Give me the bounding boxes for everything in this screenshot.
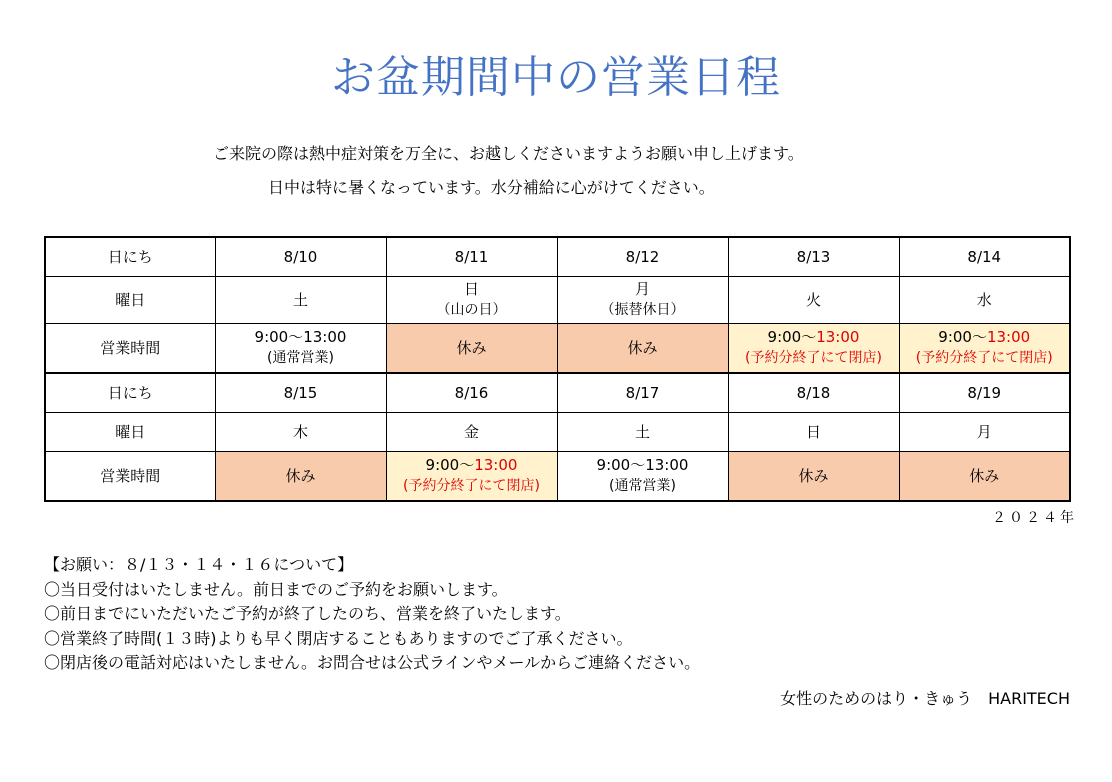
notice-item: 〇当日受付はいたしません。前日までのご予約をお願いします。 — [44, 579, 508, 599]
date-cell: 8/10 — [215, 237, 386, 277]
hours-time: 9:00～13:00 — [596, 456, 689, 474]
hours-cell-reserve — [386, 452, 557, 502]
hours-cell-reserve — [728, 324, 899, 374]
week2-weekday-row — [45, 413, 1070, 452]
date-cell: 8/11 — [386, 237, 557, 277]
weekday-cell — [728, 277, 899, 324]
weekday-label: 曜日 — [45, 413, 215, 452]
hours-label: 営業時間 — [45, 324, 215, 374]
hours-end: 13:00 — [816, 328, 860, 346]
date-cell: 8/15 — [215, 373, 386, 413]
weekday-label: 曜日 — [45, 277, 215, 324]
schedule-table — [44, 236, 1071, 502]
weekday: 日 — [463, 280, 479, 298]
hours-start: 9:00～ — [425, 456, 475, 474]
weekday-cell — [215, 277, 386, 324]
hours-start: 9:00～ — [938, 328, 987, 346]
weekday-cell: 月 — [899, 413, 1070, 452]
date-cell: 8/16 — [386, 373, 557, 413]
weekday: 月 — [634, 280, 650, 298]
date-label: 日にち — [45, 373, 215, 413]
notice-item: 〇閉店後の電話対応はいたしません。お問合せは公式ラインやメールからご連絡ください。 — [44, 653, 701, 672]
date-cell: 8/19 — [899, 373, 1070, 413]
weekday: 水 — [976, 290, 992, 309]
hours-end: 13:00 — [474, 456, 518, 474]
week2-date-row — [45, 373, 1070, 413]
weekday-cell: 日 — [728, 413, 899, 452]
year-label: ２０２４年 — [992, 510, 1077, 526]
week1-date-row — [45, 237, 1070, 277]
hours-cell-closed: 休み — [728, 452, 899, 502]
date-cell: 8/12 — [557, 237, 728, 277]
hours-label: 営業時間 — [45, 452, 215, 502]
hours-note: (通常営業) — [267, 350, 334, 366]
week1-weekday-row — [45, 277, 1070, 324]
date-cell: 8/17 — [557, 373, 728, 413]
weekday-cell: 土 — [557, 413, 728, 452]
hours-end: 13:00 — [986, 328, 1031, 346]
intro-line-2: 日中は特に暑くなっています。水分補給に心がけてください。 — [268, 178, 715, 197]
notice-heading: 【お願い：８/１３・１４・１６について】 — [44, 555, 354, 574]
weekday-cell: 金 — [386, 413, 557, 452]
notice-item: 〇営業終了時間(１３時)よりも早く閉店することもありますのでご了承ください。 — [44, 628, 633, 648]
page-title: お盆期間中の営業日程 — [331, 52, 781, 103]
notice-item: 〇前日までにいただいたご予約が終了したのち、営業を終了いたします。 — [44, 604, 571, 623]
hours-time: 9:00～13:00 — [254, 328, 347, 346]
date-cell: 8/13 — [728, 237, 899, 277]
hours-cell-normal — [215, 324, 386, 374]
clinic-name: 女性のためのはり・きゅう HARITECH — [780, 689, 1070, 708]
hours-cell-closed: 休み — [899, 452, 1070, 502]
holiday-note: （振替休日） — [600, 302, 685, 318]
weekday-cell — [899, 277, 1070, 324]
date-cell: 8/18 — [728, 373, 899, 413]
hours-cell-closed: 休み — [557, 324, 728, 374]
hours-note: (予約分終了にて閉店) — [915, 350, 1053, 366]
hours-cell-closed: 休み — [386, 324, 557, 374]
date-cell: 8/14 — [899, 237, 1070, 277]
week1-hours-row — [45, 324, 1070, 374]
week2-hours-row — [45, 452, 1070, 502]
hours-cell-normal — [557, 452, 728, 502]
holiday-note: （山の日） — [436, 302, 507, 318]
notice-list — [44, 553, 700, 676]
intro-line-1: ご来院の際は熱中症対策を万全に、お越しくださいますようお願い申し上げます。 — [213, 144, 804, 163]
hours-cell-closed: 休み — [215, 452, 386, 502]
hours-cell-reserve — [899, 324, 1070, 374]
date-label: 日にち — [45, 237, 215, 277]
weekday-cell: 木 — [215, 413, 386, 452]
weekday-cell — [386, 277, 557, 324]
weekday: 土 — [292, 290, 308, 309]
weekday-cell — [557, 277, 728, 324]
hours-note: (予約分終了にて閉店) — [745, 350, 882, 366]
hours-note: (通常営業) — [609, 478, 676, 494]
hours-note: (予約分終了にて閉店) — [403, 478, 540, 494]
hours-start: 9:00～ — [767, 328, 817, 346]
weekday: 火 — [805, 290, 821, 309]
